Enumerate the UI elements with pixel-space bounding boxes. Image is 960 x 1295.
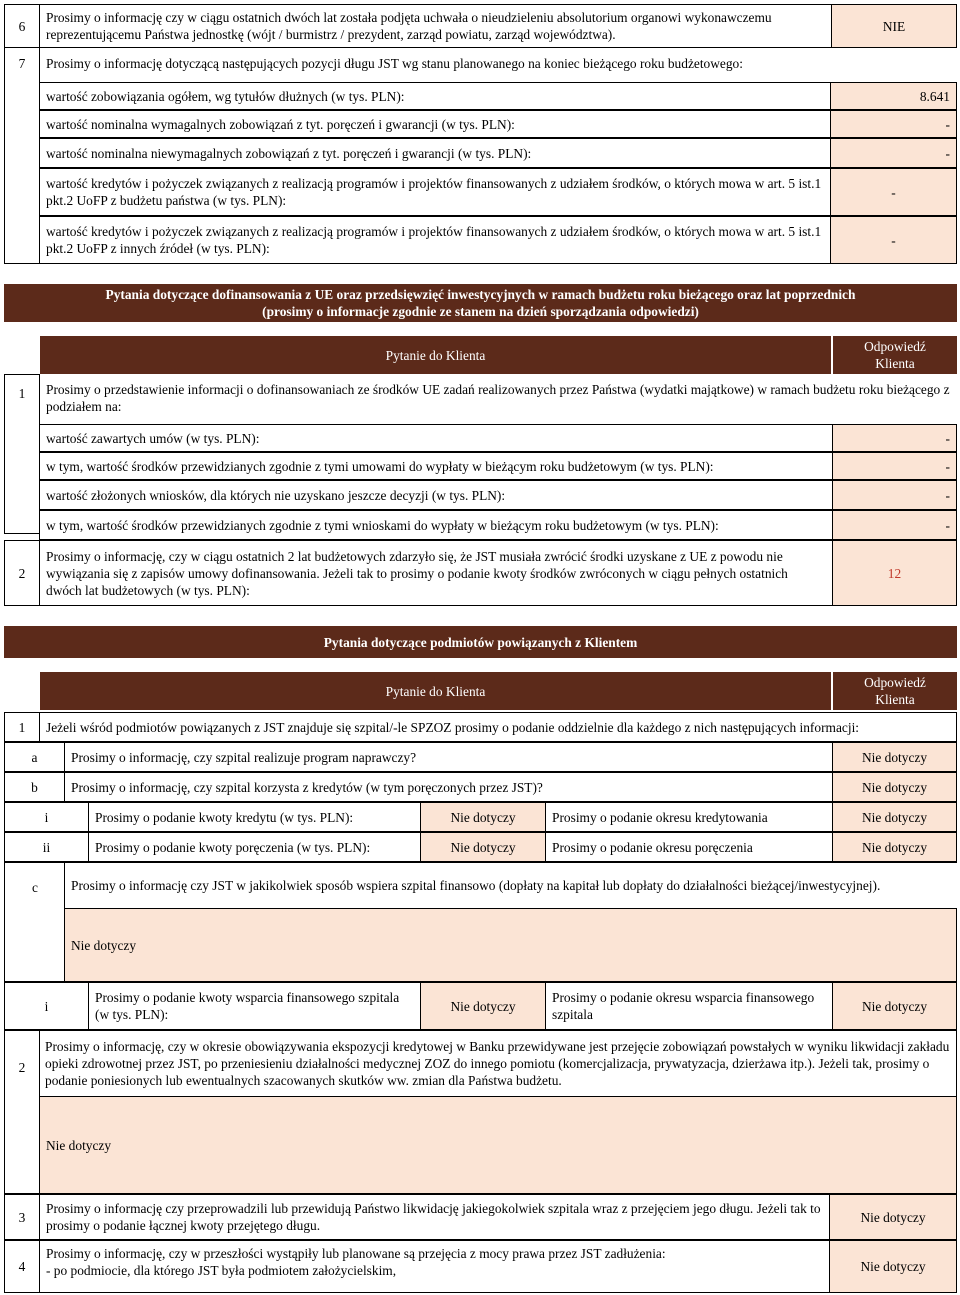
section-eu-title: Pytania dotyczące dofinansowania z UE oraz przedsięwzięć inwestycyjnych w ramach budżetu roku bieżącego oraz lat poprzednich	[105, 287, 856, 302]
rel-bi-question2: Prosimy o podanie okresu kredytowania	[545, 802, 833, 832]
q7-value-4[interactable]: -	[830, 168, 957, 216]
eu-col-question: Pytanie do Klienta	[40, 336, 831, 374]
eu-q2-number: 2	[4, 540, 40, 606]
rel-bii-answer2[interactable]: Nie dotyczy	[832, 832, 957, 862]
section-eu-header	[4, 284, 957, 322]
rel-bi-answer2[interactable]: Nie dotyczy	[832, 802, 957, 832]
rel-b-letter: b	[4, 772, 65, 802]
eu-q1-question: Prosimy o przedstawienie informacji o dofinansowaniach ze środków UE zadań realizowanych przez Państwa (wydatki majątkowe) w ramach budżetu roku bieżącego z podziałem na:	[46, 382, 950, 414]
rel-b-question: Prosimy o informację, czy szpital korzysta z kredytów (w tym poręczonych przez JST)?	[64, 772, 833, 802]
section-related-title: Pytania dotyczące podmiotów powiązanych z Klientem	[323, 634, 638, 650]
q7-value-3[interactable]: -	[830, 138, 957, 168]
rel-q3-question: Prosimy o informację czy przeprowadzili lub przewidują Państwo likwidację jakiegokolwiek szpitala wraz z przejęciem jego długu. Jeżeli tak to prosimy o podanie łącznej kwoty przejętego długu.	[39, 1194, 830, 1240]
eu-row-3: wartość złożonych wniosków, dla których nie uzyskano jeszcze decyzji (w tys. PLN):	[39, 480, 833, 510]
rel-bii-number: ii	[4, 832, 89, 862]
q7-number: 7	[4, 48, 40, 264]
rel-bii-answer[interactable]: Nie dotyczy	[420, 832, 546, 862]
rel-c-answer[interactable]: Nie dotyczy	[64, 908, 957, 982]
q7-row-1: wartość zobowiązania ogółem, wg tytułów dłużnych (w tys. PLN):	[39, 82, 831, 110]
rel-c-letter: c	[4, 862, 65, 982]
eu-value-3[interactable]: -	[832, 480, 957, 510]
rel-ci-question: Prosimy o podanie kwoty wsparcia finansowego szpitala (w tys. PLN):	[88, 982, 421, 1030]
eu-q2-question: Prosimy o informację, czy w ciągu ostatnich 2 lat budżetowych zdarzyło się, że JST musiała zwrócić środki uzyskane z UE z powodu nie wywiązania się z zapisów umowy dofinansowania. Jeżeli tak to prosimy o podanie kwoty środków zwróconych w ciągu pełnych ostatnich dwóch lat budżetowych (w tys. PLN):	[39, 540, 833, 606]
q7-value-2[interactable]: -	[830, 110, 957, 138]
rel-q2-question: Prosimy o informację, czy w okresie obowiązywania ekspozycji kredytowej w Banku przewidywane jest przejęcie zobowiązań powstałych w wyniku likwidacji zakładu opieki zdrowotnej przez JST, po przeniesieniu działalności medycznej ZOZ do innego pomiotu (komercjalizacja, prywatyzacja, dzierżawa itp.). Jeżeli tak, prosimy o podanie poniesionych lub ewentualnych szacowanych skutków ww. zmian dla Państwa budżetu.	[39, 1030, 957, 1096]
eu-row-2: w tym, wartość środków przewidzianych zgodnie z tymi umowami do wypłaty w bieżącym roku budżetowym (w tys. PLN):	[39, 452, 833, 480]
rel-q4-subitem: - po podmiocie, dla którego JST była podmiotem założycielskim,	[46, 1263, 397, 1278]
rel-ci-answer2[interactable]: Nie dotyczy	[832, 982, 957, 1030]
eu-value-1[interactable]: -	[832, 424, 957, 452]
eu-col-answer: Odpowiedź Klienta	[833, 336, 957, 374]
q6-number: 6	[4, 4, 40, 48]
rel-a-question: Prosimy o informację, czy szpital realizuje program naprawczy?	[64, 742, 833, 772]
q7-value-5[interactable]: -	[830, 216, 957, 264]
q7-row-4: wartość kredytów i pożyczek związanych z realizacją programów i projektów finansowanych z udziałem środków, o których mowa w art. 5 ist.1 pkt.2 UoFP z budżetu państwa (w tys. PLN):	[39, 168, 831, 216]
rel-q4-number: 4	[4, 1240, 40, 1293]
q7-value-1[interactable]: 8.641	[830, 82, 957, 110]
rel-bii-question: Prosimy o podanie kwoty poręczenia (w tys. PLN):	[88, 832, 421, 862]
rel-q4-question	[39, 1240, 830, 1293]
eu-value-2[interactable]: -	[832, 452, 957, 480]
rel-bi-answer[interactable]: Nie dotyczy	[420, 802, 546, 832]
rel-col-answer: Odpowiedź Klienta	[833, 672, 957, 710]
rel-col-question: Pytanie do Klienta	[40, 672, 831, 710]
rel-q3-number: 3	[4, 1194, 40, 1240]
rel-b-answer[interactable]: Nie dotyczy	[832, 772, 957, 802]
q7-row-5: wartość kredytów i pożyczek związanych z realizacją programów i projektów finansowanych z udziałem środków, o których mowa w art. 5 ist.1 pkt.2 UoFP z innych źródeł (w tys. PLN):	[39, 216, 831, 264]
rel-q1-number: 1	[4, 712, 40, 742]
rel-q3-answer[interactable]: Nie dotyczy	[829, 1194, 957, 1240]
rel-bi-question: Prosimy o podanie kwoty kredytu (w tys. PLN):	[88, 802, 421, 832]
rel-q2-answer[interactable]: Nie dotyczy	[39, 1096, 957, 1194]
rel-ci-answer[interactable]: Nie dotyczy	[420, 982, 546, 1030]
rel-q1-question: Jeżeli wśród podmiotów powiązanych z JST znajduje się szpital/-le SPZOZ prosimy o podanie oddzielnie dla każdego z nich następujących informacji:	[39, 712, 957, 742]
rel-ci-question2: Prosimy o podanie okresu wsparcia finansowego szpitala	[545, 982, 833, 1030]
rel-bi-number: i	[4, 802, 89, 832]
eu-row-1: wartość zawartych umów (w tys. PLN):	[39, 424, 833, 452]
rel-a-answer[interactable]: Nie dotyczy	[832, 742, 957, 772]
q7-question: Prosimy o informację dotyczącą następujących pozycji długu JST wg stanu planowanego na koniec bieżącego roku budżetowego:	[46, 55, 743, 71]
eu-value-4[interactable]: -	[832, 510, 957, 540]
rel-c-question: Prosimy o informację czy JST w jakikolwiek sposób wspiera szpital finansowo (dopłaty na kapitał lub dopłaty do działalności bieżącej/inwestycyjnej).	[64, 862, 957, 908]
q6-answer[interactable]: NIE	[831, 4, 957, 48]
rel-q4-answer[interactable]: Nie dotyczy	[829, 1240, 957, 1293]
rel-q4-text: Prosimy o informację, czy w przeszłości wystąpiły lub planowane są przejęcia z mocy prawa przez JST zadłużenia:	[46, 1246, 666, 1261]
rel-bii-question2: Prosimy o podanie okresu poręczenia	[545, 832, 833, 862]
q7-row-2: wartość nominalna wymagalnych zobowiązań z tyt. poręczeń i gwarancji (w tys. PLN):	[39, 110, 831, 138]
section-related-header	[4, 626, 957, 658]
rel-q2-number: 2	[4, 1030, 40, 1194]
eu-q1-number: 1	[4, 374, 40, 534]
eu-row-4: w tym, wartość środków przewidzianych zgodnie z tymi wnioskami do wypłaty w bieżącym roku budżetowym (w tys. PLN):	[39, 510, 833, 540]
rel-a-letter: a	[4, 742, 65, 772]
rel-ci-number: i	[4, 982, 89, 1030]
q7-row-3: wartość nominalna niewymagalnych zobowiązań z tyt. poręczeń i gwarancji (w tys. PLN):	[39, 138, 831, 168]
q6-question: Prosimy o informację czy w ciągu ostatnich dwóch lat została podjęta uchwała o nieudzieleniu absolutorium organowi wykonawczemu reprezentującemu Państwa jednostkę (wójt / burmistrz / prezydent, zarząd powiatu, zarząd województwa).	[40, 4, 832, 48]
section-eu-subtitle: (prosimy o informacje zgodnie ze stanem na dzień sporządzania odpowiedzi)	[262, 304, 699, 319]
eu-q2-answer[interactable]: 12	[832, 540, 957, 606]
